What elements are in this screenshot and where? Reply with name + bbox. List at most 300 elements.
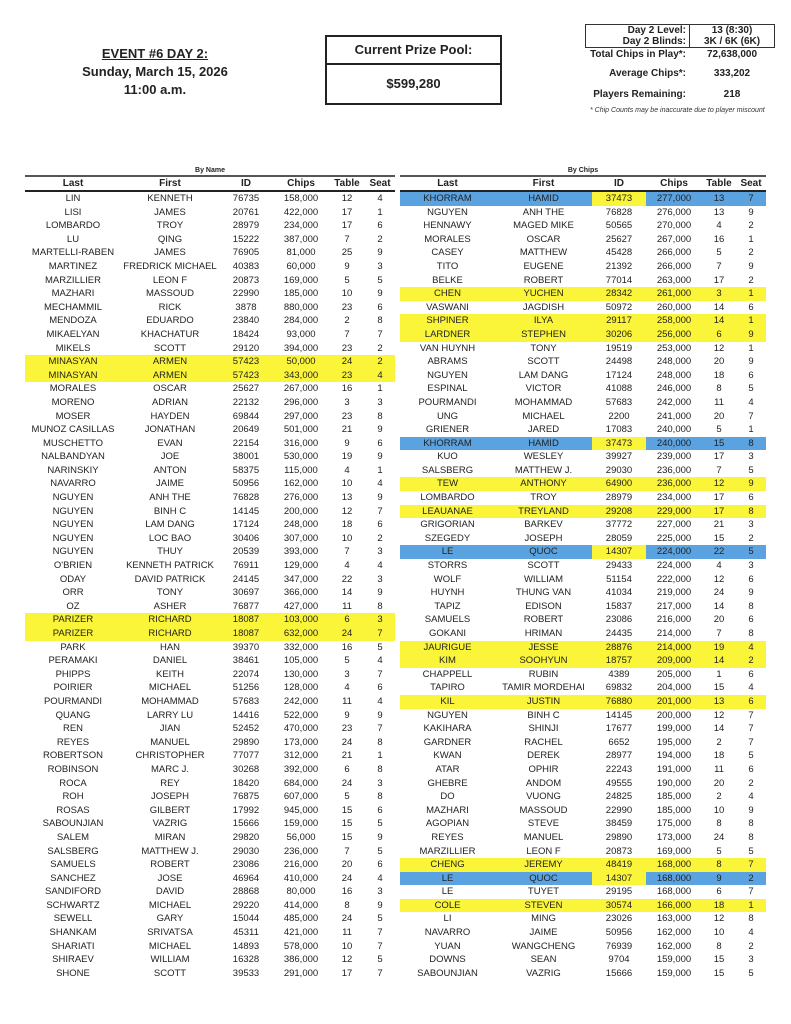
table-row xyxy=(25,505,395,519)
cell-id: 24435 xyxy=(605,628,633,639)
table-row xyxy=(25,940,395,954)
cell-table: 16 xyxy=(713,233,725,245)
cell-id: 17083 xyxy=(605,424,633,436)
cell-seat: 9 xyxy=(377,709,383,721)
cell-table: 13 xyxy=(341,492,353,504)
cell-last: MUSCHETTO xyxy=(43,437,103,449)
cell-last: LOMBARDO xyxy=(45,220,101,232)
cell-last: REYES xyxy=(56,736,90,748)
cell-seat: 2 xyxy=(748,872,754,884)
cell-last: LEAUANAE xyxy=(422,505,473,517)
cell-seat: 3 xyxy=(377,396,383,408)
cell-id: 15666 xyxy=(605,967,633,979)
cell-last: LE xyxy=(441,872,454,884)
cell-chips: 105,000 xyxy=(283,655,319,667)
cell-last: MAZHARI xyxy=(426,804,469,816)
cell-chips: 258,000 xyxy=(656,315,692,327)
table-row xyxy=(400,654,766,668)
cell-first: FREDRICK MICHAEL xyxy=(123,260,217,272)
cell-seat: 2 xyxy=(377,356,383,368)
cell-last: BELKE xyxy=(432,274,463,286)
cell-seat: 6 xyxy=(748,614,754,626)
cell-table: 24 xyxy=(341,736,353,748)
cell-last: NGUYEN xyxy=(52,532,94,544)
cell-id: 3878 xyxy=(235,301,257,313)
cell-first: BINH C xyxy=(527,709,560,721)
cell-table: 16 xyxy=(341,886,353,898)
cell-table: 13 xyxy=(713,193,725,204)
cell-seat: 8 xyxy=(748,831,754,843)
cell-seat: 6 xyxy=(748,668,754,680)
cell-first: MASSOUD xyxy=(145,288,195,300)
cell-last: GRIGORIAN xyxy=(420,519,475,531)
table-row xyxy=(25,654,395,668)
table-row xyxy=(400,464,766,478)
cell-last: ROSAS xyxy=(56,804,90,816)
cell-chips: 422,000 xyxy=(283,206,319,218)
cell-table: 24 xyxy=(341,872,353,884)
cell-table: 14 xyxy=(713,315,725,327)
cell-id: 18757 xyxy=(605,655,633,667)
cell-first: QUOC xyxy=(529,546,558,558)
cell-table: 17 xyxy=(713,451,725,463)
cell-id: 14416 xyxy=(232,709,260,721)
cell-chips: 240,000 xyxy=(656,437,692,449)
cell-last: ROBINSON xyxy=(47,763,99,775)
table-row xyxy=(25,586,395,600)
table-row xyxy=(25,545,395,559)
cell-first: THUY xyxy=(157,546,183,558)
cell-id: 15666 xyxy=(232,818,260,830)
cell-chips: 185,000 xyxy=(656,804,692,816)
cell-id: 15044 xyxy=(232,913,260,925)
cell-id: 30206 xyxy=(605,328,633,340)
header-seat: Seat xyxy=(740,178,762,189)
cell-last: SAMUELS xyxy=(424,614,471,626)
cell-chips: 214,000 xyxy=(656,628,692,639)
cell-first: HAN xyxy=(159,641,181,653)
by-name-rows xyxy=(25,192,395,980)
cell-first: LOC BAO xyxy=(148,532,192,544)
cell-id: 39533 xyxy=(232,967,260,979)
cell-id: 30697 xyxy=(232,587,260,599)
cell-last: MUNOZ CASILLAS xyxy=(31,424,115,436)
cell-id: 23026 xyxy=(605,913,633,925)
cell-seat: 1 xyxy=(377,750,383,762)
table-row xyxy=(25,396,395,410)
cell-chips: 219,000 xyxy=(656,587,692,599)
cell-table: 7 xyxy=(344,845,350,857)
cell-chips: 578,000 xyxy=(283,940,319,952)
cell-table: 5 xyxy=(716,247,722,259)
cell-seat: 8 xyxy=(377,315,383,327)
cell-last: LARDNER xyxy=(424,328,471,340)
cell-table: 8 xyxy=(716,859,722,871)
cell-seat: 3 xyxy=(748,560,754,572)
cell-first: KEITH xyxy=(156,668,184,680)
cell-chips: 632,000 xyxy=(283,628,319,639)
cell-table: 8 xyxy=(344,899,350,911)
cell-chips: 168,000 xyxy=(656,886,692,898)
cell-chips: 224,000 xyxy=(656,560,692,572)
cell-seat: 9 xyxy=(748,206,754,218)
cell-last: NGUYEN xyxy=(52,505,94,517)
table-row xyxy=(400,763,766,777)
cell-chips: 501,000 xyxy=(283,424,319,436)
table-row xyxy=(400,450,766,464)
cell-chips: 158,000 xyxy=(283,193,319,204)
cell-last: LI xyxy=(443,913,452,925)
table-row xyxy=(400,668,766,682)
event-date: Sunday, March 15, 2026 xyxy=(82,64,228,79)
cell-table: 9 xyxy=(344,260,350,272)
cell-chips: 242,000 xyxy=(656,396,692,408)
cell-last: COLE xyxy=(434,899,461,911)
cell-seat: 1 xyxy=(748,899,754,911)
cell-table: 15 xyxy=(713,437,725,449)
cell-first: JAMES xyxy=(154,247,186,259)
cell-first: ARMEN xyxy=(152,369,188,381)
cell-table: 4 xyxy=(344,560,350,572)
cell-chips: 168,000 xyxy=(656,872,692,884)
table-row xyxy=(25,328,395,342)
table-row xyxy=(400,206,766,220)
cell-first: SEAN xyxy=(530,954,557,966)
cell-table: 24 xyxy=(341,777,353,789)
header-seat: Seat xyxy=(369,178,391,189)
cell-seat: 7 xyxy=(377,940,383,952)
players-remaining-value: 218 xyxy=(723,89,741,100)
cell-table: 6 xyxy=(344,614,350,626)
cell-table: 10 xyxy=(713,804,725,816)
cell-chips: 130,000 xyxy=(283,668,319,680)
cell-chips: 185,000 xyxy=(283,288,319,300)
cell-table: 6 xyxy=(344,763,350,775)
cell-first: JOSEPH xyxy=(150,791,189,803)
cell-chips: 229,000 xyxy=(656,505,692,517)
cell-id: 38461 xyxy=(232,655,260,667)
cell-id: 18087 xyxy=(232,614,260,626)
cell-last: MOSER xyxy=(55,410,91,422)
table-row xyxy=(400,790,766,804)
table-row xyxy=(25,450,395,464)
cell-last: DOWNS xyxy=(429,954,466,966)
table-row xyxy=(25,477,395,491)
cell-id: 20873 xyxy=(605,845,633,857)
cell-first: HAMID xyxy=(528,437,559,449)
cell-chips: 162,000 xyxy=(656,940,692,952)
cell-id: 37473 xyxy=(592,437,646,451)
cell-seat: 4 xyxy=(748,927,754,939)
cell-id: 76828 xyxy=(232,492,260,504)
cell-table: 17 xyxy=(713,492,725,504)
cell-last: GOKANI xyxy=(429,628,466,639)
cell-first: WILLIAM xyxy=(523,573,564,585)
table-row xyxy=(25,287,395,301)
table-row xyxy=(400,559,766,573)
cell-table: 12 xyxy=(341,505,353,517)
cell-last: LIN xyxy=(65,193,81,204)
cell-id: 64900 xyxy=(605,478,633,490)
cell-first: LEON F xyxy=(152,274,188,286)
cell-seat: 8 xyxy=(377,600,383,612)
cell-id: 76880 xyxy=(605,695,633,707)
cell-id: 22243 xyxy=(605,763,633,775)
table-row xyxy=(400,437,766,451)
cell-chips: 168,000 xyxy=(656,859,692,871)
table-row xyxy=(400,491,766,505)
cell-first: ANH THE xyxy=(149,492,191,504)
cell-chips: 162,000 xyxy=(283,478,319,490)
table-row xyxy=(400,600,766,614)
cell-last: LU xyxy=(66,233,80,245)
cell-table: 8 xyxy=(716,818,722,830)
prize-pool-value: $599,280 xyxy=(386,76,441,91)
header-id: ID xyxy=(614,178,624,189)
cell-id: 76875 xyxy=(232,791,260,803)
cell-table: 6 xyxy=(716,328,722,340)
cell-last: NALBANDYAN xyxy=(41,451,105,463)
cell-first: JAIME xyxy=(156,478,184,490)
cell-table: 11 xyxy=(342,927,352,939)
cell-chips: 284,000 xyxy=(283,315,319,327)
cell-id: 29890 xyxy=(605,831,633,843)
cell-first: ANDOM xyxy=(525,777,562,789)
cell-id: 4389 xyxy=(608,668,630,680)
cell-seat: 3 xyxy=(377,777,383,789)
cell-id: 37473 xyxy=(592,192,646,206)
cell-table: 12 xyxy=(713,478,725,490)
table-row xyxy=(25,749,395,763)
cell-seat: 6 xyxy=(377,220,383,232)
cell-table: 21 xyxy=(341,424,353,436)
cell-last: HENNAWY xyxy=(423,220,472,232)
cell-chips: 248,000 xyxy=(656,369,692,381)
cell-chips: 880,000 xyxy=(283,301,319,313)
cell-chips: 216,000 xyxy=(283,859,319,871)
cell-last: YUAN xyxy=(434,940,461,952)
cell-first: STEPHEN xyxy=(521,328,566,340)
table-row xyxy=(25,777,395,791)
cell-table: 2 xyxy=(716,791,722,803)
cell-chips: 103,000 xyxy=(283,614,319,626)
cell-first: RICHARD xyxy=(148,614,192,626)
cell-seat: 7 xyxy=(748,410,754,422)
cell-table: 16 xyxy=(341,641,353,653)
cell-chips: 414,000 xyxy=(283,899,319,911)
cell-table: 24 xyxy=(341,356,353,368)
cell-seat: 8 xyxy=(377,791,383,803)
cell-chips: 260,000 xyxy=(656,301,692,313)
cell-id: 37772 xyxy=(605,519,633,531)
players-remaining-label: Players Remaining: xyxy=(593,89,686,100)
cell-seat: 2 xyxy=(748,220,754,232)
cell-last: KIM xyxy=(439,655,456,667)
table-row xyxy=(25,885,395,899)
cell-first: EVAN xyxy=(157,437,183,449)
table-row xyxy=(25,573,395,587)
cell-first: MIRAN xyxy=(154,831,186,843)
table-header xyxy=(25,175,395,192)
event-title: EVENT #6 DAY 2: xyxy=(101,46,209,61)
cell-seat: 1 xyxy=(748,315,754,327)
cell-table: 10 xyxy=(713,927,725,939)
cell-last: MARZILLIER xyxy=(419,845,476,857)
players-remaining-row xyxy=(585,89,775,101)
by-name-caption: By Name xyxy=(195,167,225,174)
cell-table: 20 xyxy=(713,777,725,789)
cell-first: JUSTIN xyxy=(526,695,561,707)
cell-chips: 246,000 xyxy=(656,383,692,395)
cell-id: 58375 xyxy=(232,464,260,476)
cell-id: 41034 xyxy=(605,587,633,599)
cell-table: 18 xyxy=(341,519,353,531)
cell-seat: 8 xyxy=(748,913,754,925)
cell-last: MINASYAN xyxy=(48,356,98,368)
cell-seat: 7 xyxy=(748,886,754,898)
cell-first: STEVE xyxy=(527,818,560,830)
cell-last: SHARIATI xyxy=(51,940,95,952)
cell-first: JEREMY xyxy=(524,859,563,871)
cell-id: 69832 xyxy=(605,682,633,694)
cell-chips: 205,000 xyxy=(656,668,692,680)
cell-seat: 6 xyxy=(748,492,754,504)
header-id: ID xyxy=(241,178,251,189)
cell-first: MASSOUD xyxy=(519,804,568,816)
cell-seat: 7 xyxy=(377,628,383,639)
cell-last: VASWANI xyxy=(426,301,469,313)
cell-seat: 5 xyxy=(377,274,383,286)
average-chips-row xyxy=(585,68,775,80)
cell-seat: 8 xyxy=(377,763,383,775)
table-row xyxy=(25,437,395,451)
cell-chips: 222,000 xyxy=(656,573,692,585)
cell-seat: 1 xyxy=(748,424,754,436)
table-row xyxy=(400,777,766,791)
cell-chips: 159,000 xyxy=(656,967,692,979)
cell-id: 19519 xyxy=(605,342,633,354)
cell-chips: 128,000 xyxy=(283,682,319,694)
cell-first: SRIVATSA xyxy=(147,927,193,939)
cell-table: 18 xyxy=(713,369,725,381)
cell-seat: 4 xyxy=(377,872,383,884)
cell-first: RICK xyxy=(158,301,182,313)
table-row xyxy=(400,505,766,519)
table-row xyxy=(400,817,766,831)
cell-first: DAVID xyxy=(155,886,185,898)
cell-last: SANCHEZ xyxy=(50,872,96,884)
cell-last: NAVARRO xyxy=(424,927,471,939)
cell-seat: 5 xyxy=(748,967,754,979)
cell-id: 21392 xyxy=(605,260,633,272)
cell-seat: 2 xyxy=(748,532,754,544)
cell-chips: 240,000 xyxy=(656,424,692,436)
cell-seat: 8 xyxy=(377,736,383,748)
cell-first: OSCAR xyxy=(153,383,187,395)
cell-first: VICTOR xyxy=(525,383,562,395)
cell-chips: 159,000 xyxy=(656,954,692,966)
cell-chips: 522,000 xyxy=(283,709,319,721)
cell-first: SHINJI xyxy=(528,723,559,735)
cell-last: NARINSKIY xyxy=(47,464,99,476)
cell-chips: 236,000 xyxy=(656,478,692,490)
cell-last: NGUYEN xyxy=(427,369,468,381)
cell-seat: 8 xyxy=(748,505,754,517)
cell-chips: 234,000 xyxy=(656,492,692,504)
cell-last: NGUYEN xyxy=(427,709,468,721)
cell-first: TONY xyxy=(530,342,557,354)
cell-first: OSCAR xyxy=(526,233,561,245)
cell-last: MORALES xyxy=(424,233,471,245)
cell-chips: 387,000 xyxy=(283,233,319,245)
cell-id: 46964 xyxy=(232,872,260,884)
table-row xyxy=(400,396,766,410)
cell-table: 11 xyxy=(714,396,724,408)
cell-id: 77014 xyxy=(605,274,633,286)
cell-id: 29117 xyxy=(606,315,632,327)
cell-id: 9704 xyxy=(608,954,630,966)
cell-first: MOHAMMAD xyxy=(514,396,573,408)
cell-seat: 9 xyxy=(748,478,754,490)
cell-seat: 4 xyxy=(377,695,383,707)
cell-last: ABRAMS xyxy=(427,356,468,368)
table-row xyxy=(25,967,395,981)
cell-last: GARDNER xyxy=(423,736,472,748)
cell-last: KUO xyxy=(437,451,458,463)
cell-first: ADRIAN xyxy=(152,396,188,408)
cell-id: 14307 xyxy=(592,545,646,559)
table-row xyxy=(400,586,766,600)
cell-table: 5 xyxy=(344,791,350,803)
cell-last: POIRIER xyxy=(53,682,93,694)
cell-first: LAM DANG xyxy=(518,369,569,381)
cell-last: MINASYAN xyxy=(48,369,98,381)
cell-id: 30406 xyxy=(232,532,260,544)
table-row xyxy=(25,491,395,505)
cell-table: 12 xyxy=(713,342,725,354)
cell-seat: 3 xyxy=(748,519,754,531)
cell-id: 29030 xyxy=(232,845,260,857)
cell-chips: 241,000 xyxy=(656,410,692,422)
cell-table: 12 xyxy=(713,709,725,721)
cell-last: PARIZER xyxy=(52,614,94,626)
cell-table: 8 xyxy=(716,383,722,395)
table-row xyxy=(25,926,395,940)
cell-seat: 4 xyxy=(377,369,383,381)
table-row xyxy=(400,804,766,818)
cell-first: TROY xyxy=(530,492,557,504)
cell-table: 14 xyxy=(713,600,725,612)
cell-chips: 394,000 xyxy=(283,342,319,354)
cell-chips: 163,000 xyxy=(656,913,692,925)
cell-table: 15 xyxy=(341,818,353,830)
cell-first: SCOTT xyxy=(153,342,187,354)
cell-seat: 5 xyxy=(377,913,383,925)
cell-id: 22132 xyxy=(232,396,260,408)
cell-table: 2 xyxy=(344,315,350,327)
cell-seat: 2 xyxy=(748,777,754,789)
table-row xyxy=(25,736,395,750)
cell-chips: 217,000 xyxy=(656,600,692,612)
cell-id: 23086 xyxy=(232,859,260,871)
cell-table: 10 xyxy=(341,532,353,544)
cell-chips: 225,000 xyxy=(656,532,692,544)
table-row xyxy=(25,763,395,777)
table-row xyxy=(400,246,766,260)
cell-table: 15 xyxy=(713,954,725,966)
cell-first: JOSEPH xyxy=(524,532,563,544)
cell-table: 3 xyxy=(344,396,350,408)
